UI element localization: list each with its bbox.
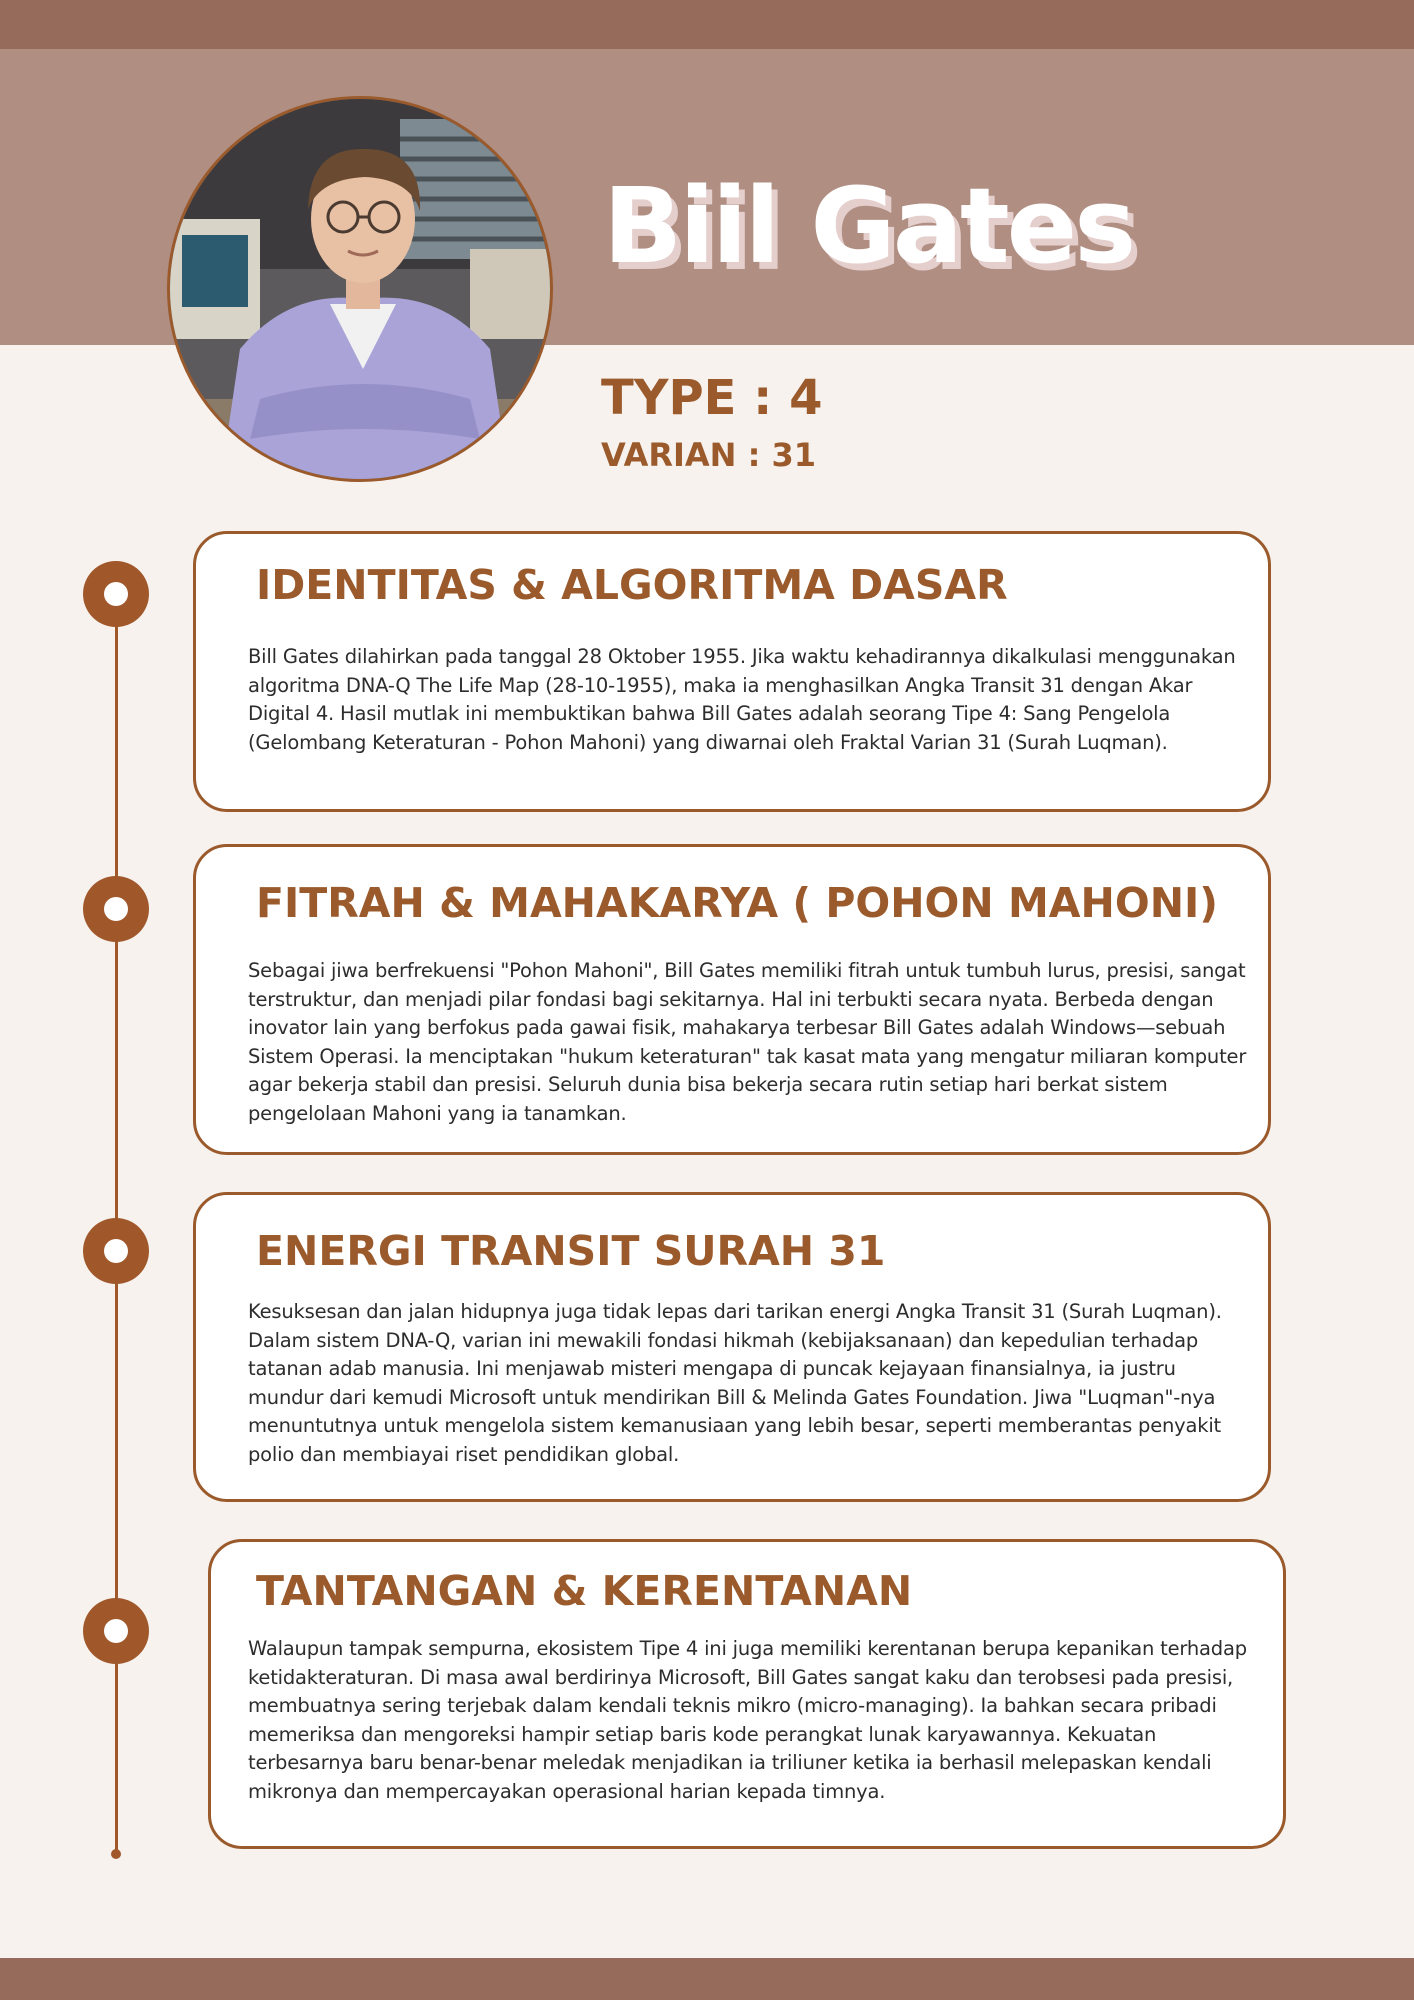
- timeline-end-dot: [111, 1849, 121, 1859]
- section-body: Kesuksesan dan jalan hidupnya juga tidak lepas dari tarikan energi Angka Transit 31 (Surah Luqman). Dalam sistem DNA-Q, varian ini mewakili fondasi hikmah (kebijaksanaan) dan kepedulian terhadap tatanan adab manusia. Ini menjawab misteri mengapa di puncak kejayaan finansialnya, ia justru mundur dari kemudi Microsoft untuk mendirikan Bill & Melinda Gates Foundation. Jiwa "Luqman"-nya menuntutnya untuk mengelola sistem kemanusiaan yang lebih besar, seperti memberantas penyakit polio dan membiayai riset pendidikan global.: [248, 1300, 1222, 1466]
- portrait-photo: [167, 96, 553, 482]
- varian-label: VARIAN : 31: [601, 436, 817, 474]
- section-body: Bill Gates dilahirkan pada tanggal 28 Oktober 1955. Jika waktu kehadirannya dikalkulasi menggunakan algoritma DNA-Q The Life Map (28-10-1955), maka ia menghasilkan Angka Transit 31 dengan Akar Digital 4. Hasil mutlak ini membuktikan bahwa Bill Gates adalah seorang Tipe 4: Sang Pengelola (Gelombang Keteraturan - Pohon Mahoni) yang diwarnai oleh Fraktal Varian 31 (Surah Luqman).: [248, 645, 1236, 754]
- section-card-identitas: [193, 531, 1271, 812]
- person-name-title: Biil Gates: [603, 165, 1134, 287]
- timeline-node-2: [83, 876, 149, 942]
- section-card-tantangan: [208, 1539, 1286, 1849]
- section-card-energi: [193, 1192, 1271, 1502]
- bottom-strip: [0, 1958, 1414, 2000]
- section-title: ENERGI TRANSIT SURAH 31: [256, 1227, 886, 1275]
- timeline-node-4: [83, 1598, 149, 1664]
- section-title: IDENTITAS & ALGORITMA DASAR: [256, 561, 1008, 609]
- type-label: TYPE : 4: [601, 370, 823, 426]
- section-body: Walaupun tampak sempurna, ekosistem Tipe 4 ini juga memiliki kerentanan berupa kepanikan terhadap ketidakteraturan. Di masa awal berdirinya Microsoft, Bill Gates sangat kaku dan terobsesi pada presisi, membuatnya sering terjebak dalam kendali teknis mikro (micro-managing). Ia bahkan secara pribadi memeriksa dan mengoreksi hampir setiap baris kode perangkat lunak karyawannya. Kekuatan terbesarnya baru benar-benar meledak menjadikan ia triliuner ketika ia berhasil melepaskan kendali mikronya dan mempercayakan operasional harian kepada timnya.: [248, 1637, 1247, 1803]
- section-title: TANTANGAN & KERENTANAN: [256, 1567, 913, 1615]
- section-title: FITRAH & MAHAKARYA ( POHON MAHONI): [256, 879, 1218, 927]
- portrait-illustration: [170, 99, 553, 482]
- timeline-node-3: [83, 1218, 149, 1284]
- section-body: Sebagai jiwa berfrekuensi "Pohon Mahoni", Bill Gates memiliki fitrah untuk tumbuh lurus, presisi, sangat terstruktur, dan menjadi pilar fondasi bagi sekitarnya. Hal ini terbukti secara nyata. Berbeda dengan inovator lain yang berfokus pada gawai fisik, mahakarya terbesar Bill Gates adalah Windows—sebuah Sistem Operasi. Ia menciptakan "hukum keteraturan" tak kasat mata yang mengatur miliaran komputer agar bekerja stabil dan presisi. Seluruh dunia bisa bekerja secara rutin setiap hari berkat sistem pengelolaan Mahoni yang ia tanamkan.: [248, 959, 1247, 1125]
- timeline-node-1: [83, 561, 149, 627]
- top-strip: [0, 0, 1414, 49]
- section-card-fitrah: [193, 844, 1271, 1155]
